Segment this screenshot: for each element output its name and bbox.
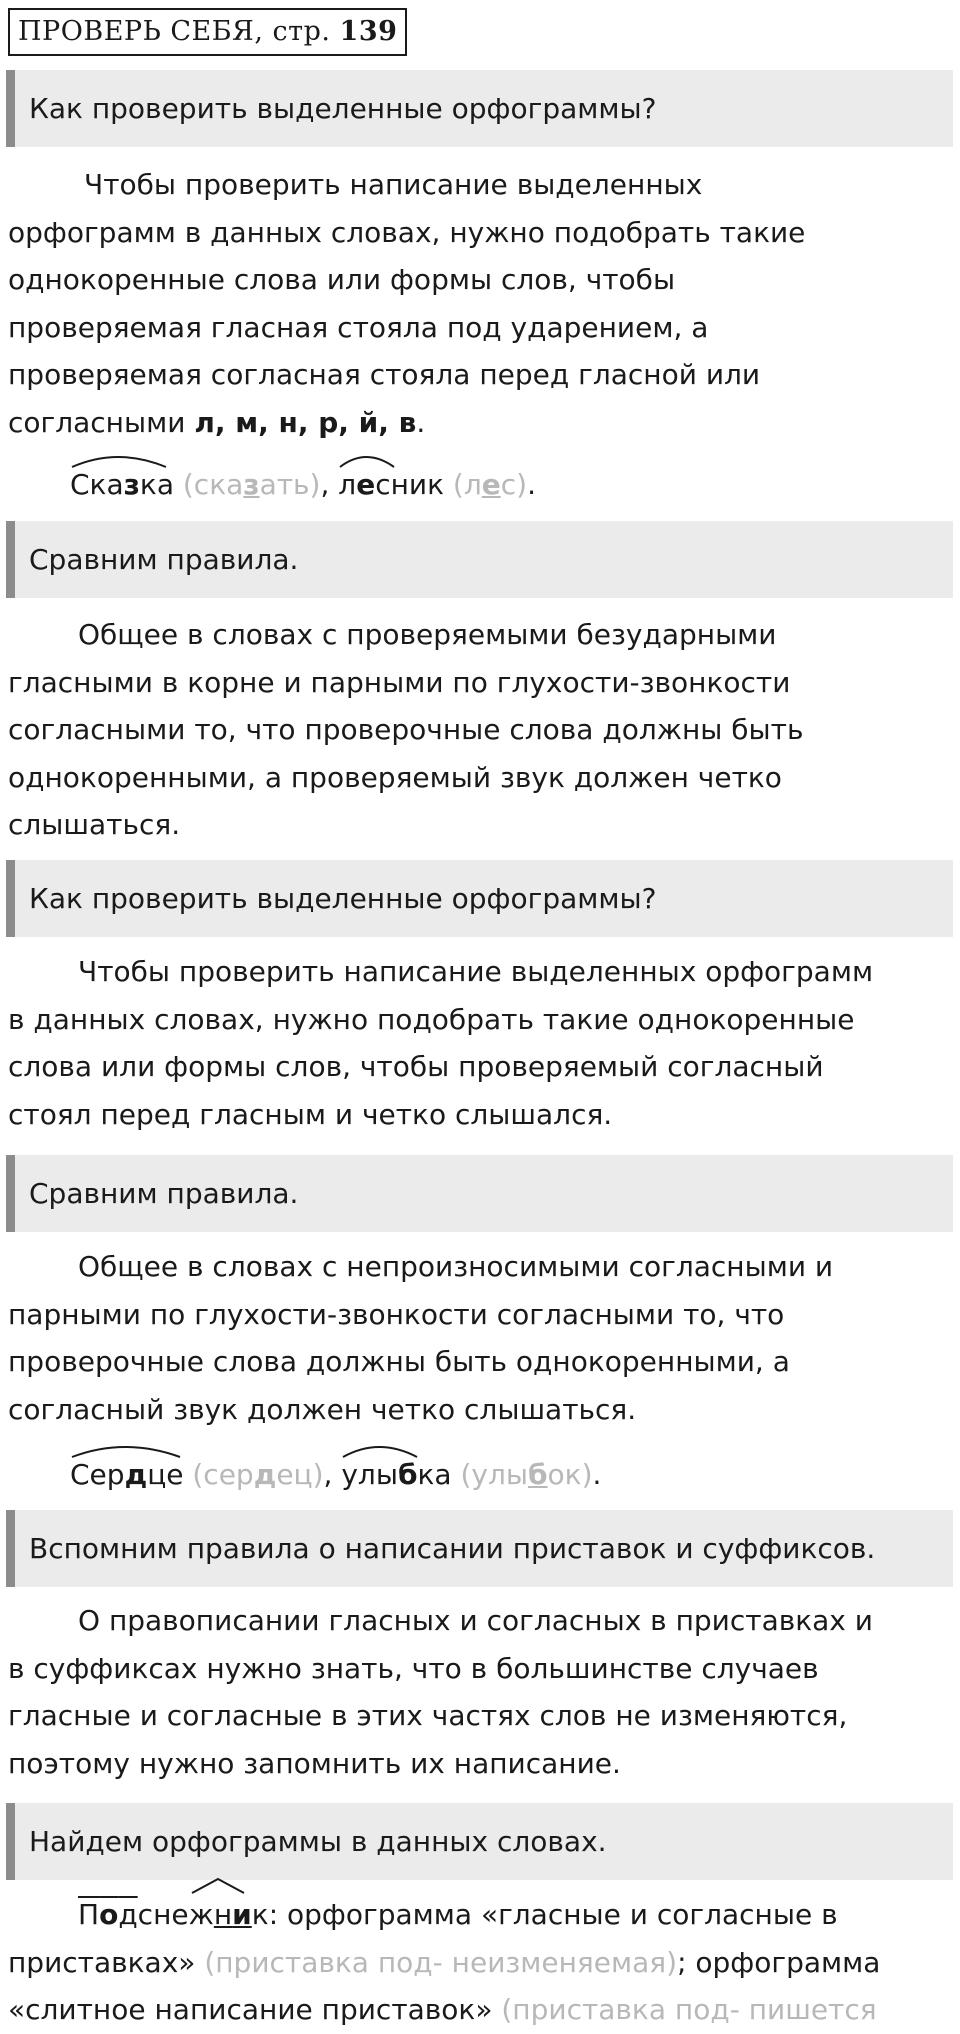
word-lesnik: лесник: [338, 465, 444, 505]
text-line: Чтобы проверить написание выделенных: [84, 168, 703, 201]
section-header-6: Найдем орфограммы в данных словах.: [6, 1803, 953, 1880]
text-line: в данных словах, нужно подобрать такие однокоренные: [8, 1002, 855, 1036]
example-line-1: Сказка (сказать), лесник (лес).: [70, 465, 536, 505]
text-line: слова или формы слов, чтобы проверяемый согласный: [8, 1050, 824, 1083]
root-arc-icon: [341, 1441, 421, 1459]
text-line: Чтобы проверить написание выделенных орфограмм: [78, 955, 874, 988]
word-serdce: Сердце: [70, 1455, 183, 1495]
section-header-4: Сравним правила.: [6, 1155, 953, 1232]
word-podsnezhnik: Подснежник: [78, 1891, 269, 1939]
text-line: однокоренными, а проверяемый звук должен четко: [8, 760, 782, 794]
section-body-1: [8, 161, 953, 446]
check-word-2: (лес): [444, 468, 528, 501]
text-line: Общее в словах с проверяемыми безударными: [78, 618, 777, 651]
root-arc-icon: [70, 451, 170, 469]
section-body-5: [8, 1597, 953, 1787]
root-arc-icon: [338, 451, 398, 469]
text-line: О правописании гласных и согласных в приставках и: [78, 1604, 873, 1637]
section-header-1: Как проверить выделенные орфограммы?: [6, 70, 953, 147]
page-title-prefix: ПРОВЕРЬ СЕБЯ, стр.: [18, 16, 331, 47]
text-line: проверочные слова должны быть однокоренными, а: [8, 1345, 790, 1378]
example-line-2: Сердце (сердец), улыбка (улыбок).: [70, 1455, 601, 1495]
text-line: приставках» (приставка под- неизменяемая); орфограмма: [8, 1945, 881, 1979]
text-line: орфограмм в данных словах, нужно подобрать такие: [8, 215, 806, 249]
text-line: гласными в корне и парными по глухости-звонкости: [8, 665, 791, 699]
section-header-2: Сравним правила.: [6, 521, 953, 598]
text-line: однокоренные слова или формы слов, чтобы: [8, 263, 676, 296]
text-line: Подснежник: орфограмма «гласные и согласные в: [8, 1891, 953, 1939]
check-word-1: (сказать): [173, 468, 321, 501]
page-title: [8, 8, 407, 56]
text-line: слышаться.: [8, 808, 181, 841]
word-skazka: Сказка: [70, 465, 174, 505]
text-line: согласный звук должен четко слышаться.: [8, 1392, 637, 1426]
check-word-3: (сердец): [183, 1458, 324, 1491]
suffix-hat-icon: [190, 1877, 250, 1895]
text-line: поэтому нужно запомнить их написание.: [8, 1746, 621, 1780]
text-line: проверяемая гласная стояла под ударением, а: [8, 310, 709, 344]
text-line: «слитное написание приставок» (приставка под- пишется: [8, 1993, 877, 2026]
section-header-5: Вспомним правила о написании приставок и суффиксов.: [6, 1510, 953, 1587]
text-line: парными по глухости-звонкости согласными то, что: [8, 1297, 785, 1331]
section-body-4: [8, 1243, 953, 1433]
root-arc-icon: [70, 1441, 184, 1459]
section-body-2: [8, 611, 953, 849]
word-ulybka: улыбка: [341, 1455, 451, 1495]
text-line: в суффиксах нужно знать, что в большинстве случаев: [8, 1651, 819, 1685]
text-line: согласными то, что проверочные слова должны быть: [8, 713, 804, 746]
consonant-list: л, м, н, р, й, в: [194, 405, 417, 439]
text-line: проверяемая согласная стояла перед гласной или: [8, 358, 761, 391]
text-line: Общее в словах с непроизносимыми согласными и: [78, 1250, 834, 1283]
check-word-4: (улыбок): [451, 1458, 593, 1491]
page-number: 139: [339, 16, 398, 47]
text-line: гласные и согласные в этих частях слов не изменяются,: [8, 1699, 848, 1732]
section-body-6: [8, 1891, 953, 2034]
section-header-3: Как проверить выделенные орфограммы?: [6, 860, 953, 937]
section-body-3: [8, 948, 953, 1138]
text-line: согласными л, м, н, р, й, в.: [8, 405, 426, 439]
text-line: стоял перед гласным и четко слышался.: [8, 1097, 613, 1131]
